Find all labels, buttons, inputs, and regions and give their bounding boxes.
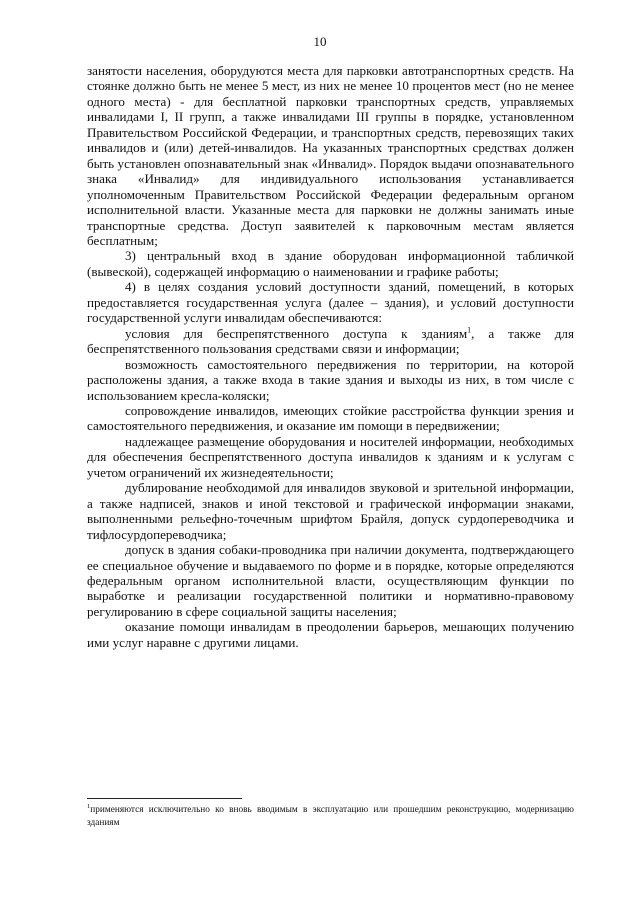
footnote-marker: 1	[87, 802, 91, 810]
page-number: 10	[313, 34, 327, 49]
footnote-divider	[87, 798, 242, 799]
footnote	[87, 804, 574, 829]
paragraph-parking: занятости населения, оборудуются места для парковки автотранспортных средств. На стоянке должно быть не менее 5 мест, из них не менее 10 процентов мест (но не менее одного места) - для бесплатной парковки транспортных средств, управляемых инвалидами I, II групп, а также инвалидами III группы в порядке, установленном Правительством Российской Федерации, и транспортных средств, перевозящих таких инвалидов и (или) детей-инвалидов. На указанных транспортных средствах должен быть установлен опознавательный знак «Инвалид». Порядок выдачи опознавательного знака «Инвалид» для индивидуального использования устанавливается уполномоченным Правительством Российской Федерации федеральным органом исполнительной власти. Указанные места для парковки не должны занимать иные транспортные средства. Доступ заявителей к парковочным местам является бесплатным;	[87, 63, 574, 248]
body-text	[87, 63, 574, 650]
paragraph-guide-dog: допуск в здания собаки-проводника при наличии документа, подтверждающего ее специальное обучение и выдаваемого по форме и в порядке, которые определяются федеральным органом исполнительной власти, осуществляющим функции по выработке и реализации государственной политики и нормативно-правовому регулированию в сфере социальной защиты населения;	[87, 542, 574, 619]
paragraph-accessibility-intro: 4) в целях создания условий доступности зданий, помещений, в которых предоставляется государственная услуга (далее – здания), и условий доступности государственной услуги инвалидам обеспечиваются:	[87, 279, 574, 326]
footnote-reference[interactable]: 1	[467, 325, 472, 335]
paragraph-entrance-sign: 3) центральный вход в здание оборудован информационной табличкой (вывеской), содержащей информацию о наименовании и графике работы;	[87, 248, 574, 279]
paragraph-assistance: оказание помощи инвалидам в преодолении барьеров, мешающих получению ими услуг наравне с другими лицами.	[87, 619, 574, 650]
paragraph-text-before: условия для беспрепятственного доступа к зданиям	[125, 325, 468, 341]
footnote-text: применяются исключительно ко вновь вводимым в эксплуатацию или прошедшим реконструкцию, модернизацию зданиям	[87, 805, 574, 828]
paragraph-escort: сопровождение инвалидов, имеющих стойкие расстройства функции зрения и самостоятельного передвижения, и оказание им помощи в передвижении;	[87, 402, 574, 434]
paragraph-equipment-placement: надлежащее размещение оборудования и носителей информации, необходимых для обеспечения беспрепятственного доступа инвалидов к зданиям и к услугам с учетом ограничений их жизнедеятельности;	[87, 433, 574, 480]
paragraph-text-after: , а также для беспрепятственного пользования средствами связи и информации;	[87, 325, 574, 357]
paragraph-duplication-braille: дублирование необходимой для инвалидов звуковой и зрительной информации, а также надписей, знаков и иной текстовой и графической информации знаками, выполненными рельефно-точечным шрифтом Брайля, допуск сурдопереводчика и тифлосурдопереводчика;	[87, 480, 574, 542]
paragraph-independent-movement: возможность самостоятельного передвижения по территории, на которой расположены здания, а также входа в такие здания и выходы из них, в том числе с использованием кресла-коляски;	[87, 356, 574, 403]
paragraph-unobstructed-access	[87, 326, 574, 357]
